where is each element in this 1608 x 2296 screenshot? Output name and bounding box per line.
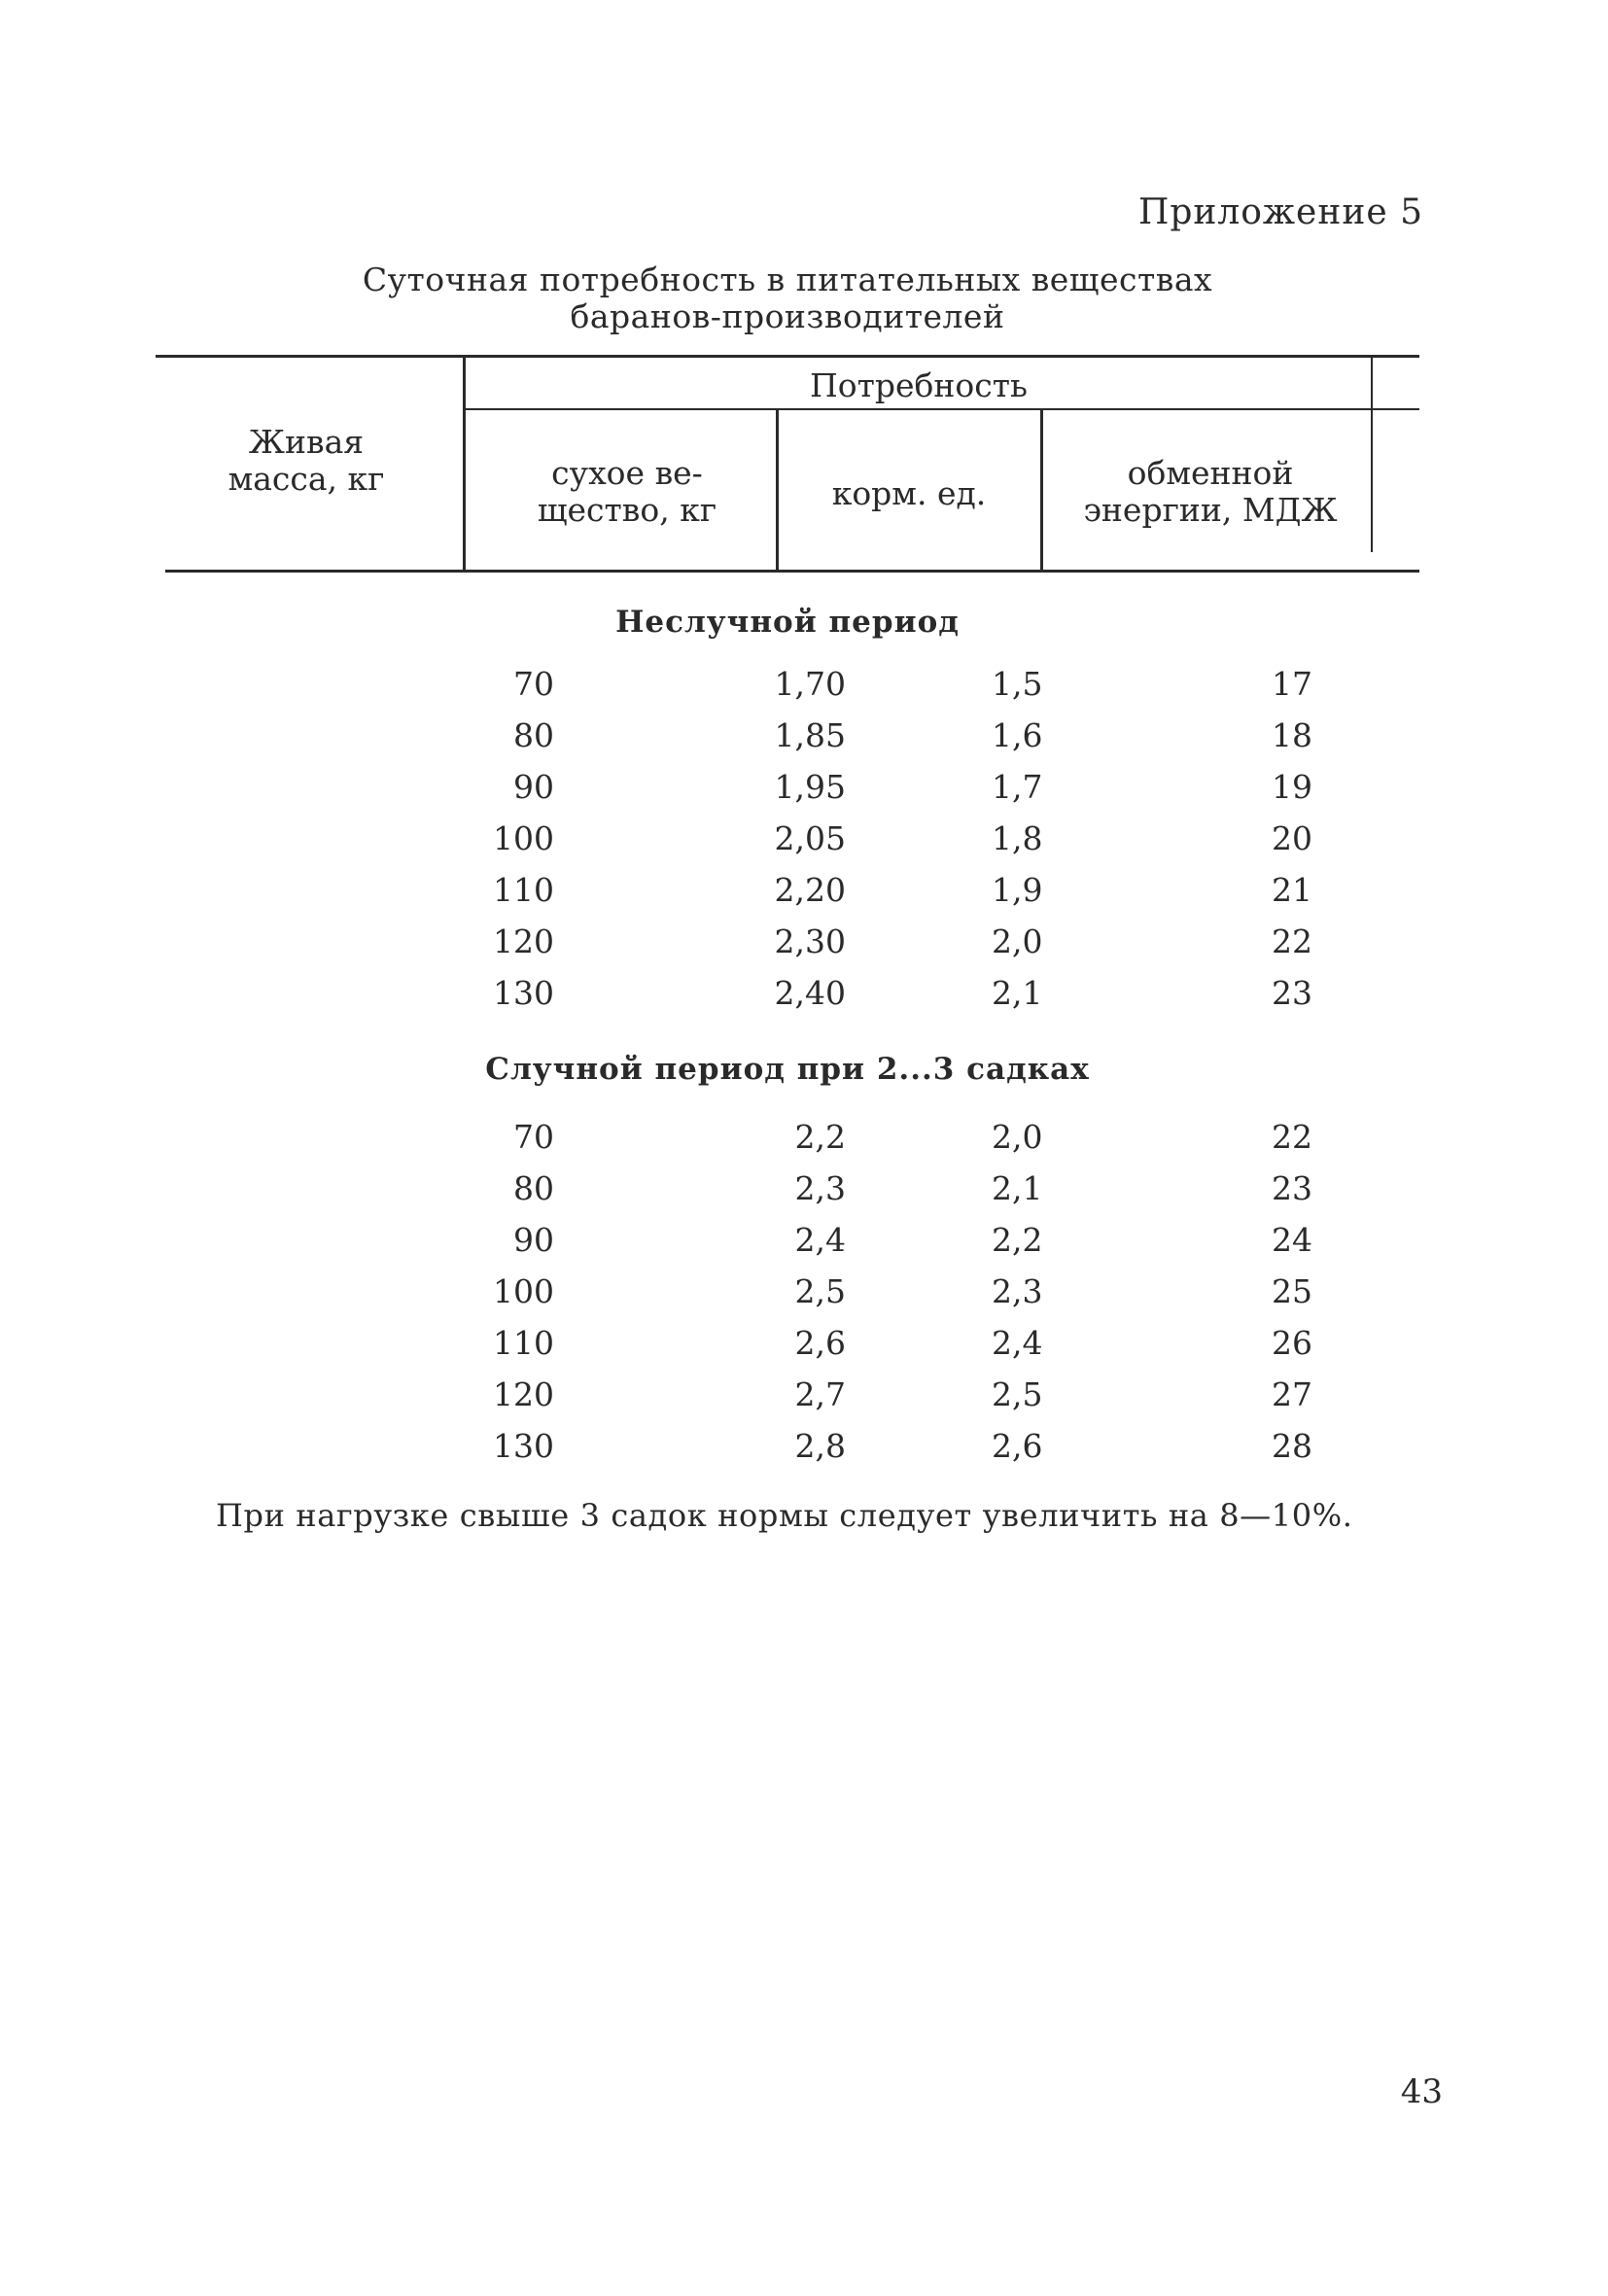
table-row — [156, 1421, 1419, 1472]
cell-dry-matter: 2,30 — [774, 922, 846, 960]
cell-mass: 70 — [513, 665, 554, 703]
table-title-line-1: Суточная потребность в питательных веществах — [362, 261, 1213, 298]
cell-mass: 90 — [513, 1221, 554, 1259]
header-mass — [194, 424, 418, 498]
cell-feed-units: 1,5 — [992, 665, 1043, 703]
header-dry-line-1: сухое ве- — [551, 454, 703, 492]
cell-feed-units: 2,0 — [992, 1118, 1043, 1156]
header-energy — [1050, 455, 1371, 529]
table-row — [156, 917, 1419, 967]
cell-dry-matter: 2,5 — [794, 1272, 846, 1310]
cell-mass: 110 — [493, 871, 554, 909]
cell-dry-matter: 2,3 — [794, 1169, 846, 1207]
cell-feed-units: 1,6 — [992, 716, 1043, 754]
cell-feed-units: 2,0 — [992, 922, 1043, 960]
page-number: 43 — [1400, 2072, 1443, 2111]
table-row — [156, 1215, 1419, 1266]
cell-energy: 19 — [1272, 768, 1312, 806]
table-row — [156, 1370, 1419, 1420]
cell-energy: 27 — [1272, 1375, 1312, 1413]
cell-feed-units: 2,2 — [992, 1221, 1043, 1259]
cell-energy: 28 — [1272, 1427, 1312, 1465]
cell-dry-matter: 2,2 — [794, 1118, 846, 1156]
cell-feed-units: 2,1 — [992, 1169, 1043, 1207]
cell-dry-matter: 1,95 — [774, 768, 846, 806]
table-row — [156, 1112, 1419, 1163]
cell-energy: 24 — [1272, 1221, 1312, 1259]
cell-feed-units: 1,7 — [992, 768, 1043, 806]
cell-energy: 18 — [1272, 716, 1312, 754]
header-mass-line-2: масса, кг — [227, 460, 385, 498]
section-label-non-breeding: Неслучной период — [615, 605, 960, 640]
table-row — [156, 762, 1419, 813]
cell-feed-units: 2,1 — [992, 974, 1043, 1012]
table-row — [156, 659, 1419, 710]
cell-mass: 80 — [513, 716, 554, 754]
cell-feed-units: 1,9 — [992, 871, 1043, 909]
cell-mass: 100 — [493, 819, 554, 857]
cell-dry-matter: 2,4 — [794, 1221, 846, 1259]
cell-mass: 120 — [493, 922, 554, 960]
cell-dry-matter: 2,40 — [774, 974, 846, 1012]
cell-feed-units: 2,3 — [992, 1272, 1043, 1310]
cell-energy: 21 — [1272, 871, 1312, 909]
header-divider-3 — [1040, 410, 1043, 570]
cell-dry-matter: 1,70 — [774, 665, 846, 703]
cell-energy: 22 — [1272, 922, 1312, 960]
cell-feed-units: 1,8 — [992, 819, 1043, 857]
cell-energy: 23 — [1272, 974, 1312, 1012]
table-row — [156, 968, 1419, 1019]
cell-mass: 90 — [513, 768, 554, 806]
header-divider-4 — [1371, 358, 1373, 552]
table-row — [156, 814, 1419, 864]
cell-mass: 110 — [493, 1324, 554, 1362]
cell-dry-matter: 1,85 — [774, 716, 846, 754]
appendix-label: Приложение 5 — [1137, 192, 1423, 232]
section-label-breeding: Случной период при 2...3 садках — [485, 1052, 1090, 1087]
cell-dry-matter: 2,05 — [774, 819, 846, 857]
cell-feed-units: 2,4 — [992, 1324, 1043, 1362]
header-divider-2 — [776, 410, 779, 570]
header-divider-1 — [463, 358, 466, 570]
table-row — [156, 1164, 1419, 1214]
cell-mass: 70 — [513, 1118, 554, 1156]
cell-energy: 26 — [1272, 1324, 1312, 1362]
table-row — [156, 865, 1419, 916]
header-energy-line-2: энергии, МДЖ — [1083, 491, 1338, 529]
cell-feed-units: 2,6 — [992, 1427, 1043, 1465]
table-title-line-2: баранов-производителей — [570, 297, 1005, 335]
cell-feed-units: 2,5 — [992, 1375, 1043, 1413]
header-dry — [486, 455, 768, 529]
cell-energy: 23 — [1272, 1169, 1312, 1207]
header-energy-line-1: обменной — [1127, 454, 1294, 492]
header-mass-line-1: Живая — [248, 423, 365, 461]
footnote: При нагрузке свыше 3 садок нормы следует увеличить на 8—10%. — [216, 1497, 1353, 1534]
table-row — [156, 711, 1419, 761]
header-need: Потребность — [810, 366, 1028, 404]
cell-dry-matter: 2,8 — [794, 1427, 846, 1465]
header-feed: корм. ед. — [831, 474, 987, 512]
header-need-rule — [465, 408, 1419, 410]
cell-mass: 100 — [493, 1272, 554, 1310]
cell-mass: 130 — [493, 974, 554, 1012]
header-dry-line-2: щество, кг — [537, 491, 717, 529]
cell-energy: 25 — [1272, 1272, 1312, 1310]
table-row — [156, 1267, 1419, 1317]
cell-energy: 17 — [1272, 665, 1312, 703]
cell-mass: 120 — [493, 1375, 554, 1413]
header-bottom-rule — [165, 570, 1419, 573]
header-top-rule — [156, 355, 1419, 358]
cell-mass: 130 — [493, 1427, 554, 1465]
cell-dry-matter: 2,7 — [794, 1375, 846, 1413]
cell-energy: 22 — [1272, 1118, 1312, 1156]
cell-dry-matter: 2,6 — [794, 1324, 846, 1362]
cell-dry-matter: 2,20 — [774, 871, 846, 909]
table-row — [156, 1318, 1419, 1369]
cell-energy: 20 — [1272, 819, 1312, 857]
cell-mass: 80 — [513, 1169, 554, 1207]
